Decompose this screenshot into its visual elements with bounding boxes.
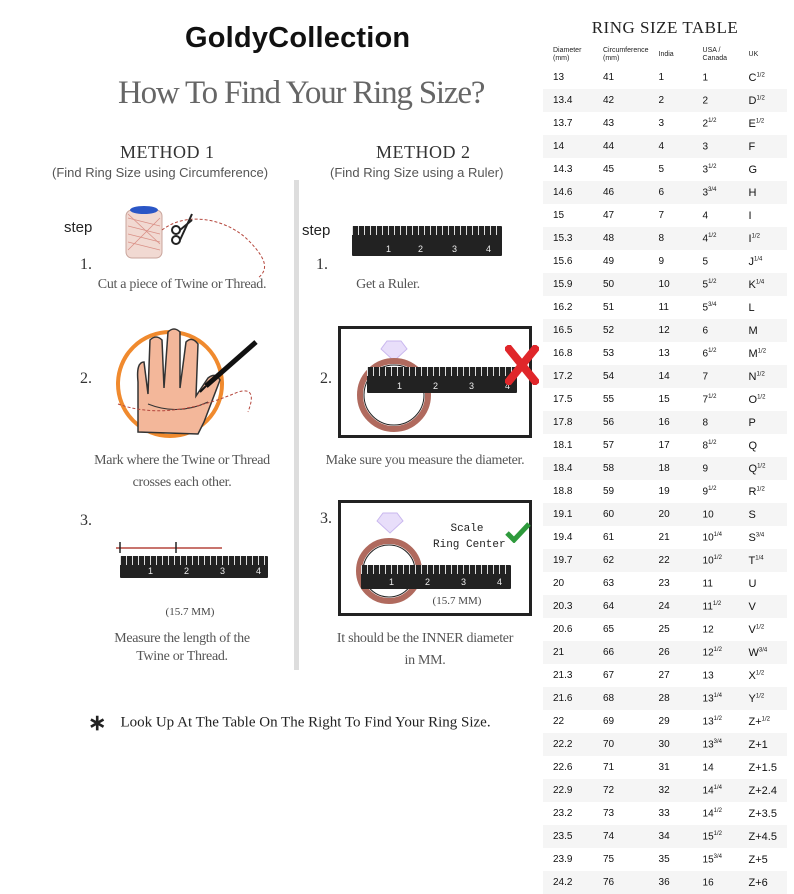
cell-india: 28: [649, 687, 695, 710]
table-row: [543, 802, 787, 825]
cell-uk: $V^{1/2}$: [748, 623, 765, 636]
cell-usa-canada: 3: [695, 135, 745, 158]
table-row: [543, 595, 787, 618]
cell-uk: P: [745, 411, 787, 434]
step-number: 2.: [80, 370, 92, 387]
table-row: [543, 641, 787, 664]
cell-usa-canada: 8: [695, 411, 745, 434]
cell-circumference: 58: [589, 457, 649, 480]
table-row: [543, 319, 787, 342]
cell-diameter: 19.4: [553, 532, 573, 543]
cell-diameter: 18.8: [553, 486, 573, 497]
measure-value: (15.7 MM): [432, 595, 482, 607]
table-row: [543, 710, 787, 733]
cell-usa-canada: $15^{1/2}$: [695, 825, 745, 848]
cell-diameter: 21: [543, 641, 589, 664]
ruler-number: 1: [389, 577, 395, 587]
cell-circumference: 74: [589, 825, 649, 848]
cell-uk: Z+$^{1/2}$: [748, 715, 771, 728]
table-header-row: [543, 44, 787, 66]
table-row: [543, 296, 787, 319]
cell-usa-canada: $13^{1/4}$: [695, 687, 745, 710]
cell-india: 17: [658, 440, 670, 451]
cell-uk: $C^{1/2}$: [748, 71, 765, 84]
cell-usa-canada: 11: [702, 578, 713, 590]
table-row: [543, 618, 787, 641]
hand-marking-icon: [108, 322, 268, 442]
cell-diameter: 19.1: [543, 503, 589, 526]
table-row: [543, 871, 787, 894]
cell-diameter: 23.2: [553, 808, 573, 819]
header-diameter: Diameter (mm): [553, 47, 582, 62]
cell-diameter: 21.6: [543, 687, 589, 710]
cell-india: 26: [649, 641, 695, 664]
cell-diameter: 17.5: [553, 394, 573, 405]
cell-diameter: 22: [553, 716, 565, 727]
cell-india: 33: [658, 808, 670, 819]
step-number: 2.: [320, 370, 332, 387]
cell-usa-canada: $5^{1/2}$: [695, 273, 745, 296]
cell-uk: Z+2.4: [745, 779, 787, 802]
cell-india: 20: [649, 503, 695, 526]
cell-india: 13: [658, 348, 670, 359]
header-india: India: [658, 51, 674, 58]
cell-diameter: 15.3: [543, 227, 589, 250]
cell-india: 31: [658, 762, 670, 773]
table-row: [543, 733, 787, 756]
table-row: [543, 480, 787, 503]
step-number: 1.: [316, 256, 328, 273]
cell-uk: Z+6: [745, 871, 787, 894]
cell-uk: Q: [748, 439, 758, 452]
method-1-title: METHOD 1: [120, 142, 215, 162]
cell-diameter: 14.3: [553, 164, 573, 175]
cell-circumference: 54: [589, 365, 649, 388]
cell-circumference: 76: [589, 871, 649, 894]
cell-india: 3: [658, 118, 665, 129]
cell-india: 15: [658, 394, 670, 405]
cell-diameter: 20.6: [553, 624, 573, 635]
cell-usa-canada: $3^{3/4}$: [695, 181, 745, 204]
ruler-icon: [120, 556, 268, 578]
cell-usa-canada: 4: [702, 210, 709, 222]
cell-circumference: 60: [589, 503, 649, 526]
cell-uk: V: [745, 595, 787, 618]
step-number: 1.: [80, 256, 92, 273]
cell-circumference: 59: [603, 486, 615, 497]
footer-text: Look Up At The Table On The Right To Find Your Ring Size.: [120, 714, 491, 731]
table-row: [543, 112, 787, 135]
cell-usa-canada: $13^{1/2}$: [702, 715, 722, 728]
cell-india: 25: [658, 624, 670, 635]
cell-usa-canada: $7^{1/2}$: [702, 393, 717, 406]
cell-uk: I: [748, 209, 752, 222]
cell-usa-canada: $10^{1/4}$: [702, 531, 722, 544]
cell-india: 21: [658, 532, 670, 543]
method-2-step-1-caption: Get a Ruler.: [356, 277, 420, 292]
table-row: [543, 158, 787, 181]
cell-usa-canada: 1: [702, 72, 709, 84]
ruler-number: 2: [418, 244, 424, 254]
cell-uk: Z+4.5: [745, 825, 787, 848]
cell-circumference: 73: [603, 808, 615, 819]
cell-diameter: 17.2: [543, 365, 589, 388]
cell-uk: Z+3.5: [748, 807, 777, 820]
cell-usa-canada: $8^{1/2}$: [702, 439, 717, 452]
cell-india: 11: [658, 302, 669, 313]
cell-india: 18: [649, 457, 695, 480]
cell-uk: $Y^{1/2}$: [745, 687, 787, 710]
cell-india: 23: [658, 578, 670, 589]
cell-circumference: 42: [589, 89, 649, 112]
cell-india: 29: [658, 716, 670, 727]
ring-diameter-wrong-illustration: [338, 326, 532, 438]
cell-circumference: 52: [589, 319, 649, 342]
ring-center-label: Ring Center: [433, 539, 506, 551]
cell-diameter: 14: [543, 135, 589, 158]
cell-usa-canada: $4^{1/2}$: [695, 227, 745, 250]
cell-usa-canada: $6^{1/2}$: [702, 347, 717, 360]
ruler-number: 4: [486, 244, 492, 254]
cell-diameter: 18.4: [543, 457, 589, 480]
cell-uk: M: [745, 319, 787, 342]
table-row: [543, 204, 787, 227]
cell-diameter: 15: [553, 210, 565, 221]
cell-uk: $M^{1/2}$: [748, 347, 767, 360]
cell-diameter: 24.2: [543, 871, 589, 894]
method-2-step-2-caption: Make sure you measure the diameter.: [325, 453, 525, 468]
ruler-icon: [367, 367, 517, 393]
method-1-step-3-caption-line-2: Twine or Thread.: [136, 649, 228, 664]
green-check-icon: [505, 521, 531, 543]
cell-india: 2: [649, 89, 695, 112]
ruler-number: 2: [425, 577, 431, 587]
method-2-step-3-caption-line-2: in MM.: [404, 653, 446, 668]
cell-circumference: 46: [589, 181, 649, 204]
cell-usa-canada: $14^{1/4}$: [695, 779, 745, 802]
footer-note: [88, 710, 491, 736]
thread-spool-scissors-icon: [118, 200, 278, 280]
table-row: [543, 250, 787, 273]
scale-label: Scale: [450, 523, 484, 535]
cell-circumference: 71: [603, 762, 615, 773]
ruler-number: 1: [386, 244, 392, 254]
method-1-step-3-caption-line-1: Measure the length of the: [114, 631, 250, 646]
cell-india: 22: [649, 549, 695, 572]
table-row: [543, 664, 787, 687]
ruler-number: 1: [148, 566, 154, 576]
ruler-number: 3: [220, 566, 226, 576]
cell-india: 8: [649, 227, 695, 250]
cell-usa-canada: $2^{1/2}$: [702, 117, 717, 130]
cell-india: 5: [658, 164, 665, 175]
cell-diameter: 13.4: [543, 89, 589, 112]
cell-diameter: 17.8: [543, 411, 589, 434]
ruler-number: 4: [505, 381, 511, 391]
cell-usa-canada: 5: [702, 256, 709, 268]
step-number: 3.: [80, 512, 92, 529]
ruler-icon: [361, 565, 511, 589]
cell-uk: $K^{1/4}$: [745, 273, 787, 296]
cell-uk: S: [745, 503, 787, 526]
cell-circumference: 47: [603, 210, 615, 221]
cell-diameter: 22.6: [553, 762, 573, 773]
cell-circumference: 44: [589, 135, 649, 158]
cell-india: 10: [649, 273, 695, 296]
cell-india: 14: [649, 365, 695, 388]
table-row: [543, 66, 787, 89]
ruler-number: 3: [452, 244, 458, 254]
ring-size-table-title: RING SIZE TABLE: [591, 18, 739, 37]
cell-usa-canada: 14: [702, 762, 714, 774]
header-circumference: Circumference (mm): [603, 47, 649, 62]
cell-uk: $X^{1/2}$: [748, 669, 765, 682]
cell-india: 34: [649, 825, 695, 848]
column-divider: [294, 180, 299, 670]
cell-circumference: 70: [589, 733, 649, 756]
method-1-step-2-caption-line-1: Mark where the Twine or Thread: [94, 453, 270, 468]
table-row: [543, 526, 787, 549]
cell-usa-canada: 10: [695, 503, 745, 526]
cell-circumference: 51: [603, 302, 615, 313]
cell-circumference: 63: [603, 578, 615, 589]
method-2-step-3-caption-line-1: It should be the INNER diameter: [336, 631, 514, 646]
cell-uk: F: [745, 135, 787, 158]
cell-circumference: 48: [589, 227, 649, 250]
cell-circumference: 57: [603, 440, 615, 451]
table-row: [543, 503, 787, 526]
step-label: step: [64, 219, 93, 236]
cell-circumference: 67: [603, 670, 615, 681]
cell-diameter: 18.1: [553, 440, 573, 451]
cell-circumference: 45: [603, 164, 615, 175]
cell-diameter: 23.9: [553, 854, 573, 865]
ruler-number: 2: [184, 566, 190, 576]
cell-circumference: 69: [603, 716, 615, 727]
cell-usa-canada: 7: [695, 365, 745, 388]
step-label: step: [302, 222, 331, 239]
ruler-number: 2: [433, 381, 439, 391]
cell-circumference: 49: [603, 256, 615, 267]
cell-circumference: 65: [603, 624, 615, 635]
ruler-number: 4: [497, 577, 503, 587]
cell-usa-canada: $14^{1/2}$: [702, 807, 722, 820]
cell-usa-canada: 12: [702, 624, 714, 636]
cell-usa-canada: $12^{1/2}$: [695, 641, 745, 664]
cell-uk: H: [745, 181, 787, 204]
cell-india: 36: [649, 871, 695, 894]
cell-india: 4: [649, 135, 695, 158]
table-row: [543, 411, 787, 434]
cell-india: 19: [658, 486, 670, 497]
cell-uk: $R^{1/2}$: [748, 485, 765, 498]
ruler-icon: [352, 226, 502, 256]
cell-diameter: 13: [553, 72, 565, 83]
asterisk-icon: ∗: [88, 710, 107, 735]
measure-value: (15.7 MM): [165, 606, 215, 618]
cell-uk: $N^{1/2}$: [745, 365, 787, 388]
method-2-title: METHOD 2: [376, 142, 471, 162]
cell-usa-canada: $5^{3/4}$: [702, 301, 717, 314]
cell-uk: $Q^{1/2}$: [745, 457, 787, 480]
table-row: [543, 434, 787, 457]
method-2-subtitle: (Find Ring Size using a Ruler): [330, 165, 504, 180]
table-row: [543, 365, 787, 388]
cell-india: 27: [658, 670, 670, 681]
ruler-number: 3: [461, 577, 467, 587]
cell-india: 24: [649, 595, 695, 618]
cell-uk: Z+1: [745, 733, 787, 756]
cell-uk: $T^{1/4}$: [745, 549, 787, 572]
cell-circumference: 68: [589, 687, 649, 710]
cell-circumference: 61: [603, 532, 615, 543]
cell-india: 6: [649, 181, 695, 204]
cell-usa-canada: $3^{1/2}$: [702, 163, 717, 176]
cell-uk: G: [748, 163, 758, 176]
table-row: [543, 756, 787, 779]
cell-usa-canada: 6: [695, 319, 745, 342]
table-row: [543, 89, 787, 112]
cell-india: 12: [649, 319, 695, 342]
cell-circumference: 56: [589, 411, 649, 434]
header-usa-canada: USA / Canada: [702, 47, 728, 62]
cell-uk: $J^{1/4}$: [748, 255, 763, 268]
cell-uk: $O^{1/2}$: [748, 393, 766, 406]
table-row: [543, 135, 787, 158]
cell-uk: $I^{1/2}$: [745, 227, 787, 250]
cell-usa-canada: $13^{3/4}$: [695, 733, 745, 756]
cell-india: 35: [658, 854, 670, 865]
cell-uk: $W^{3/4}$: [745, 641, 787, 664]
method-1-step-2-caption-line-2: crosses each other.: [132, 475, 232, 490]
cell-diameter: 13.7: [553, 118, 573, 129]
cell-diameter: 14.6: [543, 181, 589, 204]
cell-circumference: 64: [589, 595, 649, 618]
cell-circumference: 50: [589, 273, 649, 296]
cell-circumference: 75: [603, 854, 615, 865]
table-row: [543, 825, 787, 848]
method-1-step-1-caption: Cut a piece of Twine or Thread.: [97, 277, 267, 292]
cell-diameter: 15.6: [553, 256, 573, 267]
cell-usa-canada: $9^{1/2}$: [702, 485, 717, 498]
cell-india: 1: [658, 72, 665, 83]
table-row: [543, 388, 787, 411]
cell-uk: $S^{3/4}$: [748, 531, 765, 544]
table-row: [543, 457, 787, 480]
cell-diameter: 19.7: [543, 549, 589, 572]
table-row: [543, 342, 787, 365]
cell-usa-canada: $10^{1/2}$: [695, 549, 745, 572]
cell-uk: $E^{1/2}$: [748, 117, 765, 130]
red-x-icon: [505, 345, 539, 385]
cell-uk: L: [748, 301, 755, 314]
cell-circumference: 41: [603, 72, 615, 83]
cell-diameter: 22.9: [543, 779, 589, 802]
cell-circumference: 43: [603, 118, 615, 129]
cell-india: 32: [649, 779, 695, 802]
cell-diameter: 23.5: [543, 825, 589, 848]
ring-size-table: [543, 44, 787, 894]
cell-usa-canada: 2: [695, 89, 745, 112]
ruler-number: 3: [469, 381, 475, 391]
cell-diameter: 21.3: [553, 670, 573, 681]
cell-uk: U: [748, 577, 757, 590]
cell-india: 9: [658, 256, 665, 267]
cell-uk: $D^{1/2}$: [745, 89, 787, 112]
cell-india: 16: [649, 411, 695, 434]
cell-india: 30: [649, 733, 695, 756]
cell-diameter: 20.3: [543, 595, 589, 618]
cell-circumference: 55: [603, 394, 615, 405]
cell-diameter: 22.2: [543, 733, 589, 756]
cell-uk: Z+1.5: [748, 761, 777, 774]
table-row: [543, 779, 787, 802]
cell-diameter: 16.8: [553, 348, 573, 359]
table-row: [543, 572, 787, 595]
cell-circumference: 72: [589, 779, 649, 802]
page-title: How To Find Your Ring Size?: [118, 75, 485, 111]
cell-circumference: 53: [603, 348, 615, 359]
cell-uk: Z+5: [748, 853, 768, 866]
cell-usa-canada: 13: [702, 670, 714, 682]
cell-diameter: 16.2: [553, 302, 573, 313]
cell-usa-canada: 16: [695, 871, 745, 894]
table-row: [543, 227, 787, 250]
cell-circumference: 66: [589, 641, 649, 664]
cell-usa-canada: $15^{3/4}$: [702, 853, 722, 866]
method-1-subtitle: (Find Ring Size using Circumference): [52, 165, 269, 180]
cell-circumference: 62: [589, 549, 649, 572]
table-row: [543, 549, 787, 572]
header-uk: UK: [748, 51, 759, 58]
cell-india: 7: [658, 210, 665, 221]
thread-strip-icon: [112, 540, 232, 554]
cell-diameter: 20: [553, 578, 565, 589]
step-number: 3.: [320, 510, 332, 527]
table-row: [543, 848, 787, 871]
cell-usa-canada: 9: [695, 457, 745, 480]
cell-usa-canada: $11^{1/2}$: [695, 595, 745, 618]
ruler-number: 1: [397, 381, 403, 391]
brand-logo-text: GoldyCollection: [185, 22, 411, 54]
cell-diameter: 16.5: [543, 319, 589, 342]
table-row: [543, 273, 787, 296]
cell-diameter: 15.9: [543, 273, 589, 296]
ruler-number: 4: [256, 566, 262, 576]
table-row: [543, 181, 787, 204]
table-row: [543, 687, 787, 710]
ring-inner-diameter-correct-illustration: [338, 500, 532, 616]
